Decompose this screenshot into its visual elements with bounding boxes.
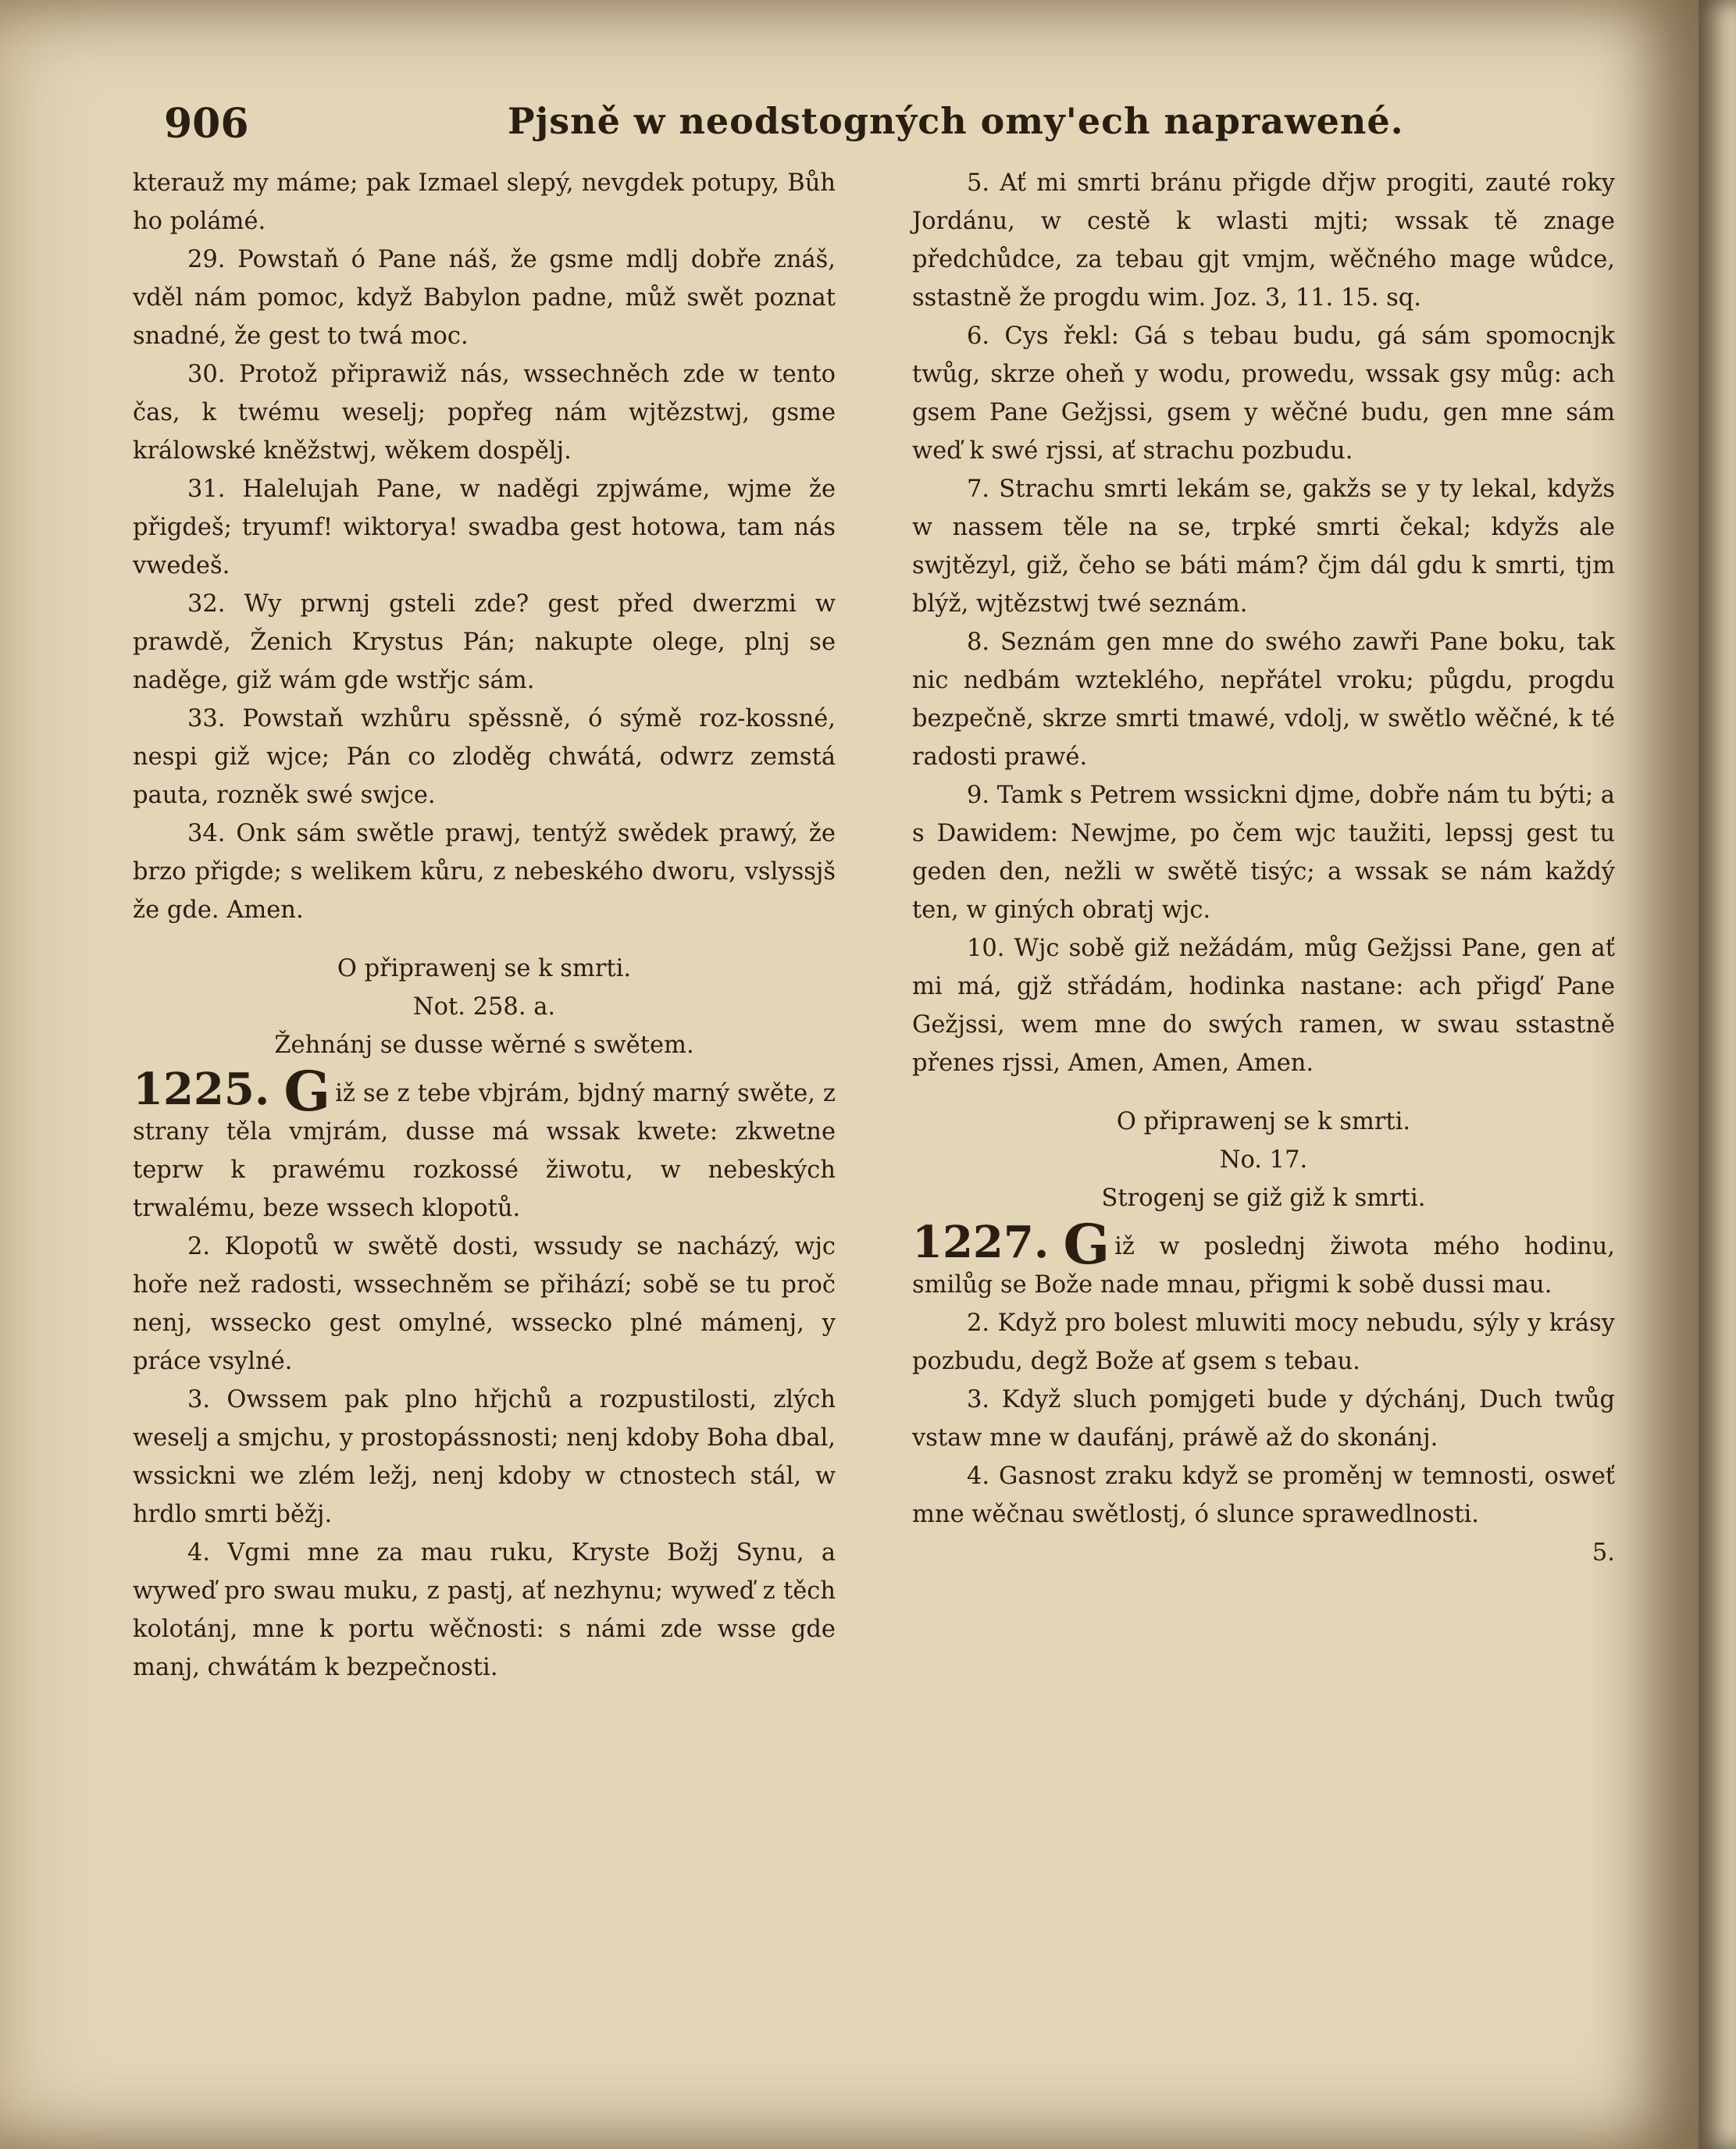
stanza-5: 5. Ať mi smrti bránu přigde dřjw progiti, zauté roky Jordánu, w cestě k wlasti mjti; wssak tě znage předchůdce, za tebau gjt vmjm, wěčného mage wůdce, sstastně že progdu wim. Joz. 3, 11. 15. sq. [912,169,1615,312]
hymn-stanza-2: 2. Klopotů w swětě dosti, wssudy se nacházý, wjc hoře než radosti, wssechněm se přihází; sobě se tu proč nenj, wssecko gest omylné, wssecko plné mámenj, y práce vsylné. [133,1233,836,1375]
stanza-31: 31. Halelujah Pane, w naděgi zpjwáme, wjme že přigdeš; tryumf! wiktorya! swadba gest hotowa, tam nás vwedeš. [133,476,836,579]
hymn-stanza-4: 4. Vgmi mne za mau ruku, Kryste Božj Synu, a wyweď pro swau muku, z pastj, ať nezhynu; wyweď z těch kolotánj, mne k portu wěčnosti: s námi zde wsse gde manj, chwátám k bezpečnosti. [133,1539,836,1681]
stanza-33: 33. Powstaň wzhůru spěssně, ó sýmě roz-kossné, nespi giž wjce; Pán co zloděg chwátá, odwrz zemstá pauta, rozněk swé swjce. [133,705,836,809]
hymn-stanza-4: 4. Gasnost zraku když se proměnj w temnosti, osweť mne wěčnau swětlostj, ó slunce sprawedlnosti. [912,1463,1615,1528]
hymn-number: 1227. [912,1217,1050,1268]
hymn-subtitle: Strogenj se giž giž k smrti. [1101,1185,1426,1212]
stanza-8: 8. Seznám gen mne do swého zawři Pane boku, tak nic nedbám wzteklého, nepřátel vroku; půgdu, progdu bezpečně, skrze smrti tmawé, vdolj, w swětlo wěčné, k té radosti prawé. [912,629,1615,771]
running-title: Pjsně w neodstogných omy'ech naprawené. [508,100,1404,142]
catchword: 5. [1592,1539,1615,1566]
stanza-7: 7. Strachu smrti lekám se, gakžs se y ty lekal, kdyžs w nassem těle na se, trpké smrti čekal; kdyžs ale swjtězyl, giž, čeho se báti mám? čjm dál gdu k smrti, tjm blýž, wjtězstwj twé seznám. [912,476,1615,618]
stanza-6: 6. Cys řekl: Gá s tebau budu, gá sám spomocnjk twůg, skrze oheň y wodu, prowedu, wssak gsy můg: ach gsem Pane Gežjssi, gsem y wěčné budu, gen mne sám weď k swé rjssi, ať strachu pozbudu. [912,323,1615,465]
first-stanza-text: iž w poslednj žiwota mého hodinu, smilůg se Bože nade mnau, přigmi k sobě dussi mau. [912,1233,1615,1299]
hymn-first-stanza [912,1212,1615,1304]
first-stanza-text: iž se z tebe vbjrám, bjdný marný swěte, z strany těla vmjrám, dusse má wssak kwete: zkwetne teprw k prawému rozkossé žiwotu, w nebeských trwalému, beze wssech klopotů. [133,1080,836,1222]
left-column [133,164,836,1687]
page-number: 906 [164,100,249,148]
right-column [912,164,1615,1572]
hymn-title: O připrawenj se k smrti. [337,955,632,982]
hymn-stanza-3: 3. Owssem pak plno hřjchů a rozpustilosti, zlých weselj a smjchu, y prostopássnosti; nenj kdoby Boha dbal, wssickni we zlém ležj, nenj kdoby w ctnostech stál, w hrdlo smrti běžj. [133,1386,836,1528]
continuation-text: kterauž my máme; pak Izmael slepý, nevgdek potupy, Bůh ho polámé. [133,169,836,235]
stanza-10: 10. Wjc sobě giž nežádám, můg Gežjssi Pane, gen ať mi má, gjž střádám, hodinka nastane: ach přigď Pane Gežjssi, wem mne do swých ramen, w swau sstastně přenes rjssi, Amen, Amen, Amen. [912,935,1615,1077]
stanza-34: 34. Onk sám swětle prawj, tentýž swědek prawý, že brzo přigde; s welikem kůru, z nebeského dworu, vslyssjš že gde. Amen. [133,820,836,924]
hymn-number: 1225. [133,1064,270,1115]
hymn-stanza-2: 2. Když pro bolest mluwiti mocy nebudu, sýly y krásy pozbudu, degž Bože ať gsem s tebau. [912,1310,1615,1375]
stanza-32: 32. Wy prwnj gsteli zde? gest před dwerzmi w prawdě, Ženich Krystus Pán; nakupte olege, plnj se naděge, giž wám gde wstřjc sám. [133,590,836,694]
hymn-tune: No. 17. [1219,1146,1308,1174]
hymn-stanza-3: 3. Když sluch pomjgeti bude y dýchánj, Duch twůg vstaw mne w daufánj, práwě až do skonánj. [912,1386,1615,1452]
drop-initial: G [1063,1212,1110,1277]
page-header [164,100,1624,155]
adjacent-page-edge [1699,0,1736,2149]
drop-initial: G [283,1059,331,1124]
stanza-30: 30. Protož připrawiž nás, wssechněch zde w tento čas, k twému weselj; popřeg nám wjtězstwj, gsme králowské kněžstwj, wěkem dospělj. [133,361,836,465]
stanza-29: 29. Powstaň ó Pane náš, že gsme mdlj dobře znáš, vděl nám pomoc, když Babylon padne, můž swět poznat snadné, že gest to twá moc. [133,246,836,350]
hymn-first-stanza [133,1059,836,1228]
hymn-tune: Not. 258. a. [412,993,556,1021]
stanza-9: 9. Tamk s Petrem wssickni djme, dobře nám tu býti; a s Dawidem: Newjme, po čem wjc taužiti, lepssj gest tu geden den, nežli w swětě tisýc; a wssak se nám každý ten, w giných obratj wjc. [912,782,1615,924]
hymn-title: O připrawenj se k smrti. [1116,1108,1411,1135]
hymn-subtitle: Žehnánj se dusse wěrné s swětem. [274,1032,694,1059]
